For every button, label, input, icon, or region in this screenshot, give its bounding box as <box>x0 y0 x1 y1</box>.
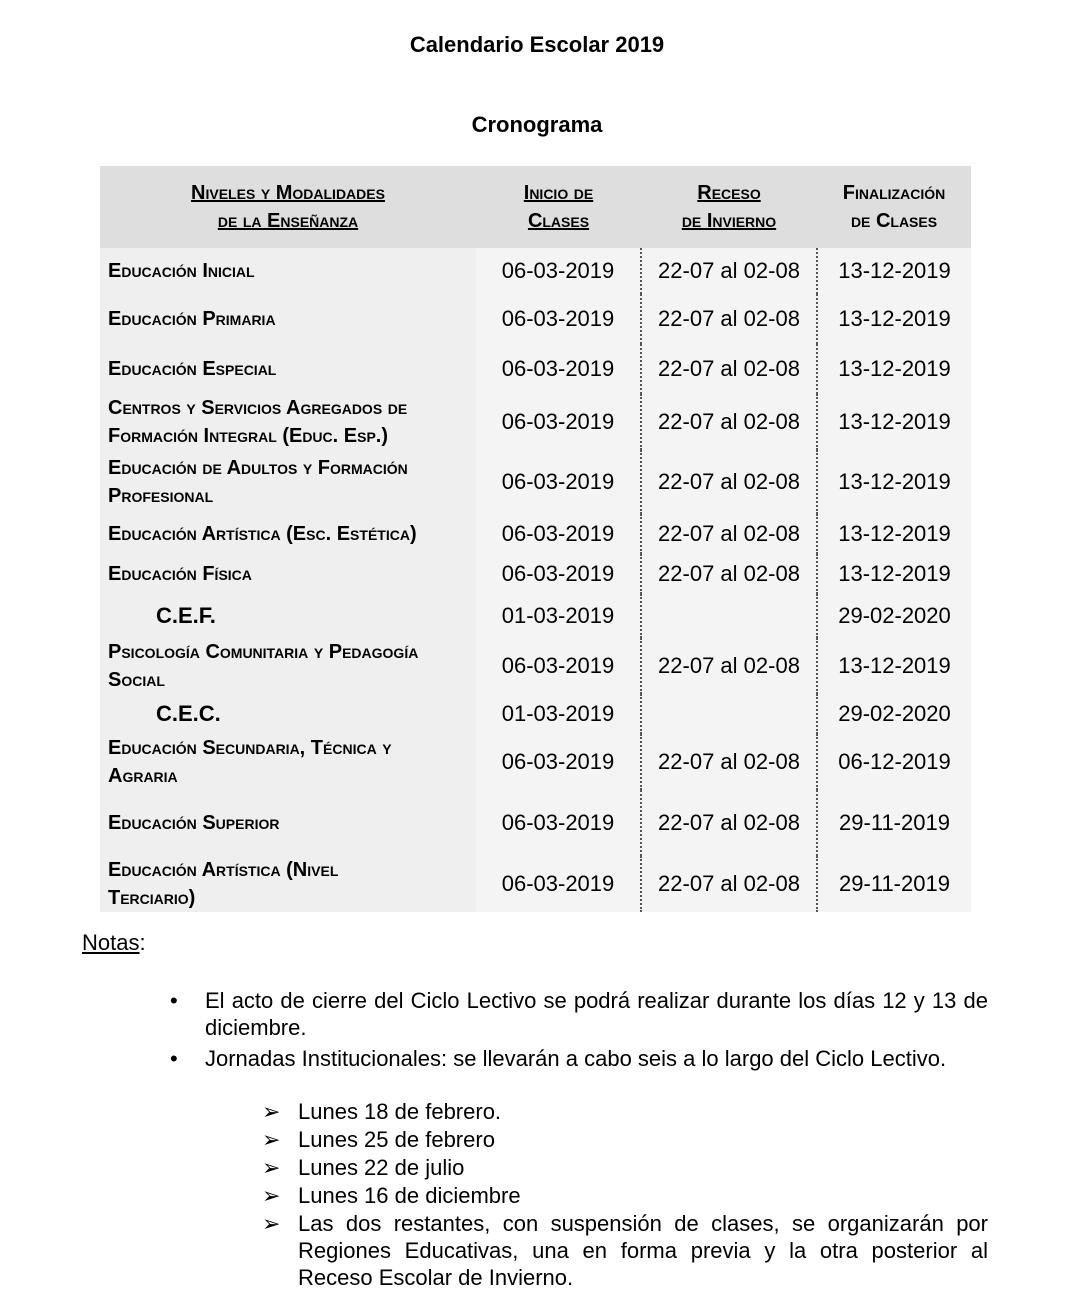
table-row <box>100 394 971 450</box>
row-level-name-line: Profesional <box>108 485 214 507</box>
header-line: Clases <box>527 210 590 232</box>
header-line: Inicio de <box>523 182 594 204</box>
row-level-name <box>100 394 476 450</box>
table-row <box>100 694 971 734</box>
bullet-icon: • <box>170 1046 178 1071</box>
note-sub-item: Lunes 25 de febrero <box>298 1127 495 1152</box>
row-receso: 22-07 al 02-08 <box>641 790 817 856</box>
row-level-name-line: Agraria <box>108 765 178 787</box>
header-inicio <box>476 166 641 248</box>
row-level-name-line: Educación Artística (Nivel <box>108 859 339 881</box>
notes-colon: : <box>139 930 146 955</box>
note-bullet-1: El acto de cierre del Ciclo Lectivo se podrá realizar durante los días 12 y 13 de diciembre. <box>205 988 988 1040</box>
row-level-name-line: Terciario) <box>108 887 196 909</box>
schedule-table <box>100 166 971 912</box>
row-level-name <box>100 344 476 394</box>
table-header-row <box>100 166 971 248</box>
arrow-icon: ➢ <box>262 1155 281 1180</box>
row-receso: 22-07 al 02-08 <box>641 638 817 694</box>
row-inicio: 01-03-2019 <box>476 594 641 638</box>
row-inicio: 06-03-2019 <box>476 450 641 514</box>
header-line: de Clases <box>850 210 938 232</box>
row-level-name <box>100 694 476 734</box>
row-level-name-line: Educación Superior <box>108 812 280 834</box>
table-row <box>100 734 971 790</box>
row-receso: 22-07 al 02-08 <box>641 856 817 912</box>
row-level-name-line: C.E.C. <box>156 701 221 726</box>
row-receso: 22-07 al 02-08 <box>641 514 817 554</box>
notes-label <box>82 930 146 956</box>
row-level-name <box>100 856 476 912</box>
row-fin: 13-12-2019 <box>817 294 971 344</box>
row-inicio: 06-03-2019 <box>476 734 641 790</box>
table-row <box>100 450 971 514</box>
row-level-name-line: Educación de Adultos y Formación <box>108 457 408 479</box>
row-level-name <box>100 248 476 294</box>
row-level-name-line: Psicología Comunitaria y Pedagogía <box>108 641 419 663</box>
arrow-icon: ➢ <box>262 1183 281 1208</box>
row-fin: 29-11-2019 <box>817 856 971 912</box>
header-line: Receso <box>697 182 761 204</box>
row-level-name <box>100 790 476 856</box>
row-level-name <box>100 734 476 790</box>
row-fin: 13-12-2019 <box>817 554 971 594</box>
table-row <box>100 294 971 344</box>
header-receso <box>641 166 817 248</box>
row-receso: 22-07 al 02-08 <box>641 248 817 294</box>
row-inicio: 01-03-2019 <box>476 694 641 734</box>
note-bullet-2: Jornadas Institucionales: se llevarán a cabo seis a lo largo del Ciclo Lectivo. <box>205 1046 947 1071</box>
row-fin: 13-12-2019 <box>817 638 971 694</box>
row-receso: 22-07 al 02-08 <box>641 344 817 394</box>
row-receso: 22-07 al 02-08 <box>641 450 817 514</box>
arrow-icon: ➢ <box>262 1211 281 1236</box>
document-title: Calendario Escolar 2019 <box>409 32 665 57</box>
row-level-name-line: Educación Primaria <box>108 308 276 330</box>
note-sub-item: Las dos restantes, con suspensión de clases, se organizarán por Regiones Educativas, una en forma previa y la otra posterior al Receso Escolar de Invierno. <box>298 1211 988 1290</box>
note-sub-item: Lunes 16 de diciembre <box>298 1183 521 1208</box>
row-receso: 22-07 al 02-08 <box>641 734 817 790</box>
row-receso: 22-07 al 02-08 <box>641 294 817 344</box>
header-finalizacion <box>817 166 971 248</box>
table-row <box>100 344 971 394</box>
row-receso: 22-07 al 02-08 <box>641 554 817 594</box>
row-fin: 29-02-2020 <box>817 594 971 638</box>
row-fin: 13-12-2019 <box>817 344 971 394</box>
row-level-name <box>100 638 476 694</box>
row-receso <box>641 694 817 734</box>
row-inicio: 06-03-2019 <box>476 790 641 856</box>
row-fin: 29-11-2019 <box>817 790 971 856</box>
header-line: Finalización <box>842 182 946 204</box>
header-line: de Invierno <box>681 210 777 232</box>
row-fin: 13-12-2019 <box>817 394 971 450</box>
row-level-name-line: Educación Física <box>108 563 252 585</box>
header-line: Niveles y Modalidades <box>191 182 385 204</box>
row-fin: 29-02-2020 <box>817 694 971 734</box>
table-row <box>100 594 971 638</box>
row-receso <box>641 594 817 638</box>
arrow-icon: ➢ <box>262 1127 281 1152</box>
row-inicio: 06-03-2019 <box>476 514 641 554</box>
table-row <box>100 638 971 694</box>
header-niveles <box>100 166 476 248</box>
row-level-name-line: C.E.F. <box>156 603 216 628</box>
row-level-name <box>100 554 476 594</box>
row-level-name <box>100 514 476 554</box>
row-inicio: 06-03-2019 <box>476 554 641 594</box>
row-level-name <box>100 294 476 344</box>
row-level-name-line: Educación Especial <box>108 358 277 380</box>
document-subtitle: Cronograma <box>471 112 603 137</box>
bullet-icon: • <box>170 988 178 1013</box>
row-level-name-line: Educación Artística (Esc. Estética) <box>108 523 417 545</box>
table-row <box>100 514 971 554</box>
row-fin: 13-12-2019 <box>817 450 971 514</box>
note-sub-item: Lunes 18 de febrero. <box>298 1099 502 1124</box>
row-receso: 22-07 al 02-08 <box>641 394 817 450</box>
table-row <box>100 856 971 912</box>
row-inicio: 06-03-2019 <box>476 344 641 394</box>
note-sub-item: Lunes 22 de julio <box>298 1155 465 1180</box>
header-line: de la Enseñanza <box>217 210 359 232</box>
arrow-icon: ➢ <box>262 1099 281 1124</box>
row-inicio: 06-03-2019 <box>476 394 641 450</box>
row-level-name <box>100 594 476 638</box>
row-fin: 13-12-2019 <box>817 514 971 554</box>
table-row <box>100 790 971 856</box>
table-row <box>100 554 971 594</box>
row-level-name <box>100 450 476 514</box>
table-row <box>100 248 971 294</box>
row-inicio: 06-03-2019 <box>476 638 641 694</box>
row-fin: 06-12-2019 <box>817 734 971 790</box>
row-level-name-line: Educación Inicial <box>108 260 255 282</box>
row-inicio: 06-03-2019 <box>476 248 641 294</box>
row-inicio: 06-03-2019 <box>476 294 641 344</box>
row-fin: 13-12-2019 <box>817 248 971 294</box>
row-level-name-line: Social <box>108 669 165 691</box>
notes-label-text: Notas <box>82 930 140 955</box>
row-level-name-line: Formación Integral (Educ. Esp.) <box>108 425 388 447</box>
row-inicio: 06-03-2019 <box>476 856 641 912</box>
row-level-name-line: Centros y Servicios Agregados de <box>108 397 408 419</box>
row-level-name-line: Educación Secundaria, Técnica y <box>108 737 392 759</box>
